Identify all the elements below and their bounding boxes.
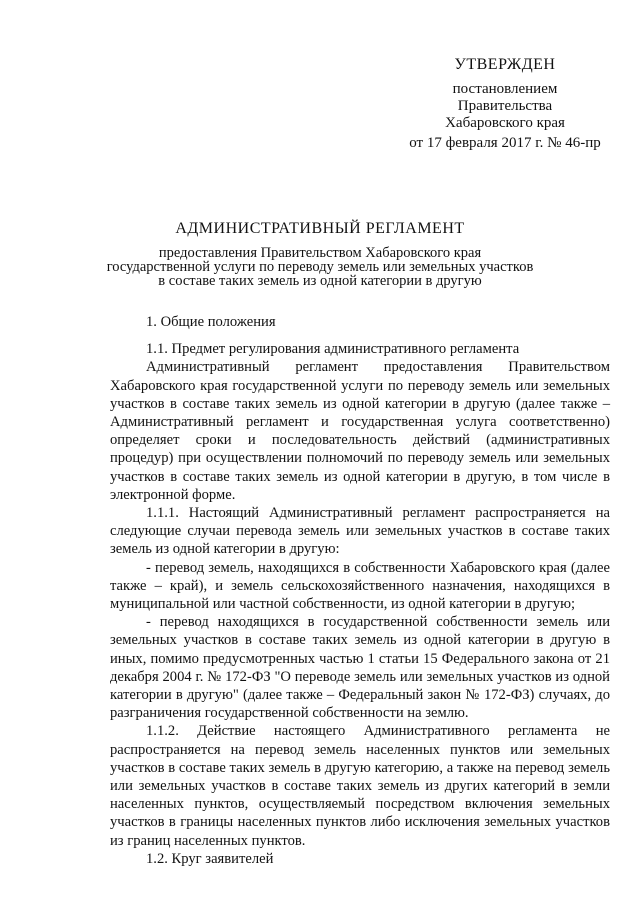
subsection-heading: 1.2. Круг заявителей xyxy=(146,850,274,867)
document-body xyxy=(110,313,610,868)
document-title: АДМИНИСТРАТИВНЫЙ РЕГЛАМЕНТ xyxy=(175,220,465,237)
subsection-heading: 1.1. Предмет регулирования административного регламента xyxy=(146,341,520,358)
approval-line: Правительства xyxy=(457,98,553,114)
list-item: - перевод находящихся в государственной собственности земель или земельных участков в составе таких земель из одной категории в другую в иных, помимо предусмотренных частью 1 статьи 15 Федерального закона от 21 декабря 2004 г. № 172-ФЗ "О переводе земель или земельных участков из одной категории в другую" (далее также – Федеральный закон № 172-ФЗ) случаях, до разграничения государственной собственности на землю. xyxy=(110,614,610,722)
body-paragraph: 1.1.1. Настоящий Административный регламент распространяется на следующие случаи перевода земель или земельных участков в составе таких земель из одной категории в другую: xyxy=(110,505,610,558)
document-title-block xyxy=(100,220,540,288)
body-paragraph: 1.1.2. Действие настоящего Административного регламента не распространяется на перевод земель населенных пунктов или земельных участков в составе таких земель в другую категорию, а также на перевод земель или земельных участков в составе таких земель из других категорий в земли населенных пунктов, осуществляемый посредством включения земельных участков в границы населенных пунктов либо исключения земельных участков из границ населенных пунктов. xyxy=(110,723,610,849)
approval-date: от 17 февраля 2017 г. № 46-пр xyxy=(409,135,601,151)
document-subtitle-line: предоставления Правительством Хабаровского края xyxy=(158,245,482,261)
body-paragraph: Административный регламент предоставления Правительством Хабаровского края государственной услуги по переводу земель или земельных участков в составе таких земель из одной категории в другую (далее также – Административный регламент и государственная услуга соответственно) определяет сроки и последовательность действий (административных процедур) при осуществлении полномочий по переводу земель или земельных участков в составе таких земель из одной категории в другую, в том числе в электронной форме. xyxy=(110,359,610,503)
list-item: - перевод земель, находящихся в собственности Хабаровского края (далее также – край), и земель сельскохозяйственного назначения, находящихся в муниципальной или частной собственности, из одной категории в другую; xyxy=(110,559,610,613)
section-heading: 1. Общие положения xyxy=(146,314,276,330)
document-subtitle-line: в составе таких земель из одной категории в другую xyxy=(158,273,482,289)
approval-line: постановлением xyxy=(452,81,558,97)
approved-heading: УТВЕРЖДЕН xyxy=(454,56,556,73)
approval-stamp xyxy=(380,56,630,152)
document-subtitle-line: государственной услуги по переводу земель или земельных участков xyxy=(106,259,534,275)
approval-line: Хабаровского края xyxy=(445,115,565,131)
